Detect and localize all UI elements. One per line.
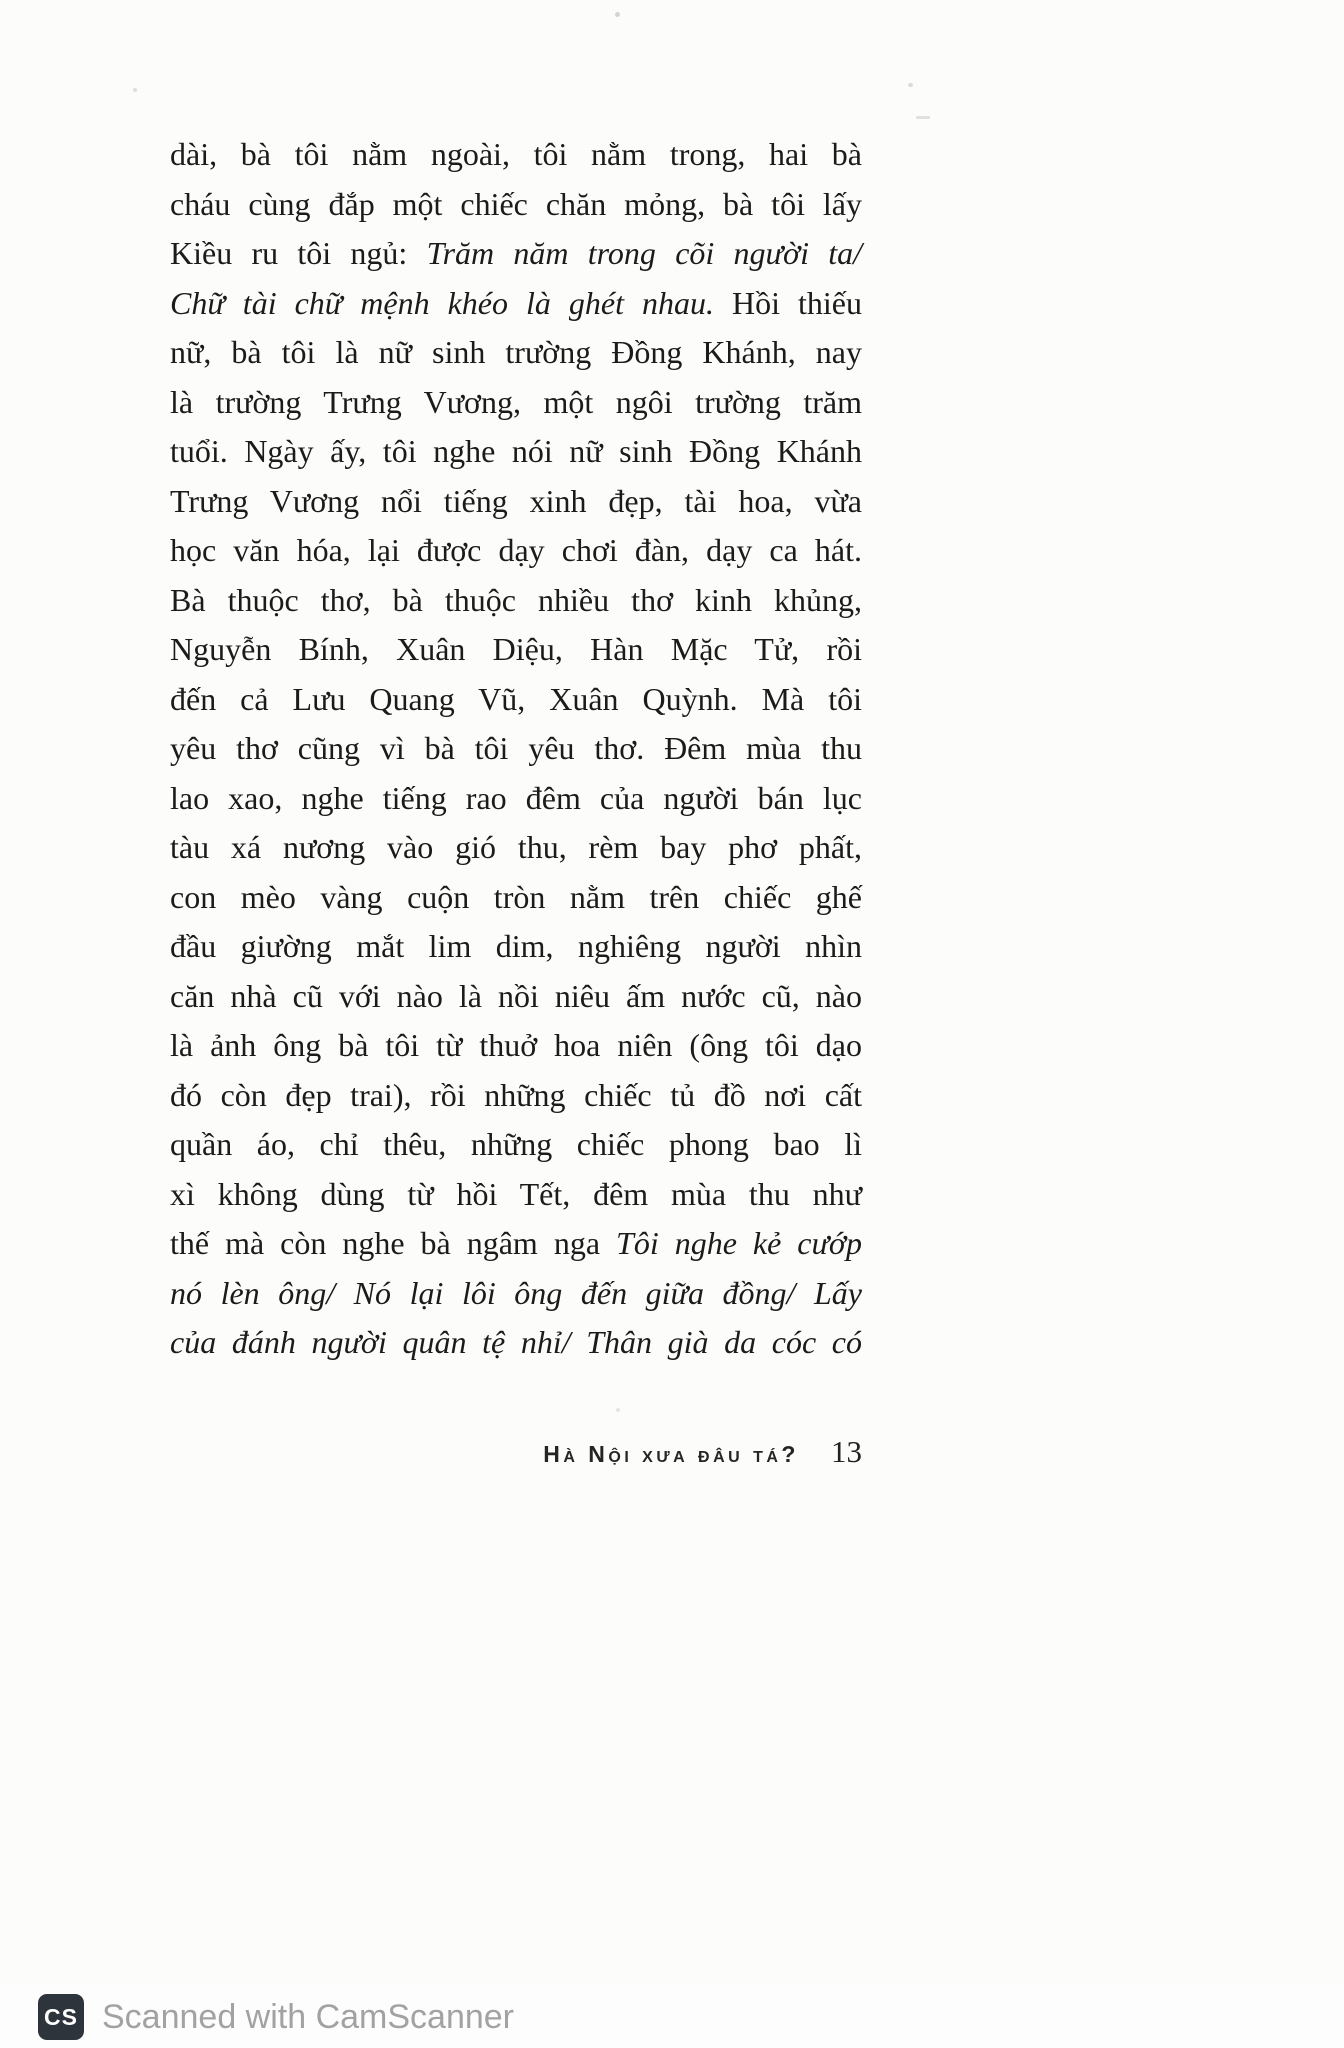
text-line: Nguyễn Bính, Xuân Diệu, Hàn Mặc Tử, rồi <box>170 631 862 667</box>
text-line: của đánh người quân tệ nhỉ/ Thân già da cóc có <box>170 1324 862 1360</box>
paragraph-lines <box>170 130 862 1368</box>
running-title: Hà Nội xưa đâu tá? <box>543 1441 799 1467</box>
text-line: xì không dùng từ hồi Tết, đêm mùa thu như <box>170 1175 862 1212</box>
text-line: lao xao, nghe tiếng rao đêm của người bán lục <box>170 779 862 816</box>
text-line: Bà thuộc thơ, bà thuộc nhiều thơ kinh khủng, <box>170 581 862 618</box>
text-line: dài, bà tôi nằm ngoài, tôi nằm trong, hai bà <box>170 136 862 172</box>
text-line: thế mà còn nghe bà ngâm nga Tôi nghe kẻ cướp <box>170 1225 863 1261</box>
page-footer <box>170 1434 862 1470</box>
text-line: nó lèn ông/ Nó lại lôi ông đến giữa đồng/ Lấy <box>170 1274 862 1311</box>
text-line: là trường Trưng Vương, một ngôi trường trăm <box>170 383 862 420</box>
text-line: con mèo vàng cuộn tròn nằm trên chiếc ghế <box>170 878 862 915</box>
text-line: Kiều ru tôi ngủ: Trăm năm trong cõi người ta/ <box>170 235 863 271</box>
text-line: học văn hóa, lại được dạy chơi đàn, dạy ca hát. <box>170 532 862 568</box>
text-line: cháu cùng đắp một chiếc chăn mỏng, bà tôi lấy <box>170 185 862 222</box>
camscanner-bar <box>0 1986 1344 2048</box>
text-line: tuổi. Ngày ấy, tôi nghe nói nữ sinh Đồng Khánh <box>170 433 862 469</box>
paragraph <box>170 130 862 1368</box>
camscanner-logo-icon: CS <box>38 1994 84 2040</box>
page-number: 13 <box>831 1434 862 1469</box>
text-line: Trưng Vương nổi tiếng xinh đẹp, tài hoa, vừa <box>170 482 862 519</box>
scan-artifact <box>615 12 620 17</box>
camscanner-watermark-label: Scanned with CamScanner <box>102 1997 515 2036</box>
text-line: quần áo, chỉ thêu, những chiếc phong bao lì <box>170 1126 862 1162</box>
scan-artifact <box>616 1408 620 1412</box>
text-line: là ảnh ông bà tôi từ thuở hoa niên (ông tôi dạo <box>170 1027 862 1063</box>
text-line: đến cả Lưu Quang Vũ, Xuân Quỳnh. Mà tôi <box>170 680 862 717</box>
text-line: đầu giường mắt lim dim, nghiêng người nhìn <box>170 928 862 964</box>
text-line: căn nhà cũ với nào là nồi niêu ấm nước cũ, nào <box>170 977 862 1014</box>
text-line: đó còn đẹp trai), rồi những chiếc tủ đồ nơi cất <box>170 1076 862 1113</box>
scan-artifact <box>908 83 913 87</box>
scan-artifact <box>133 88 137 92</box>
text-line: tàu xá nương vào gió thu, rèm bay phơ phất, <box>170 829 862 865</box>
scan-artifact <box>916 116 930 119</box>
text-line: Chữ tài chữ mệnh khéo là ghét nhau. Hồi thiếu <box>170 284 863 321</box>
text-line: nữ, bà tôi là nữ sinh trường Đồng Khánh, nay <box>170 334 862 370</box>
text-line: yêu thơ cũng vì bà tôi yêu thơ. Đêm mùa thu <box>170 730 862 766</box>
